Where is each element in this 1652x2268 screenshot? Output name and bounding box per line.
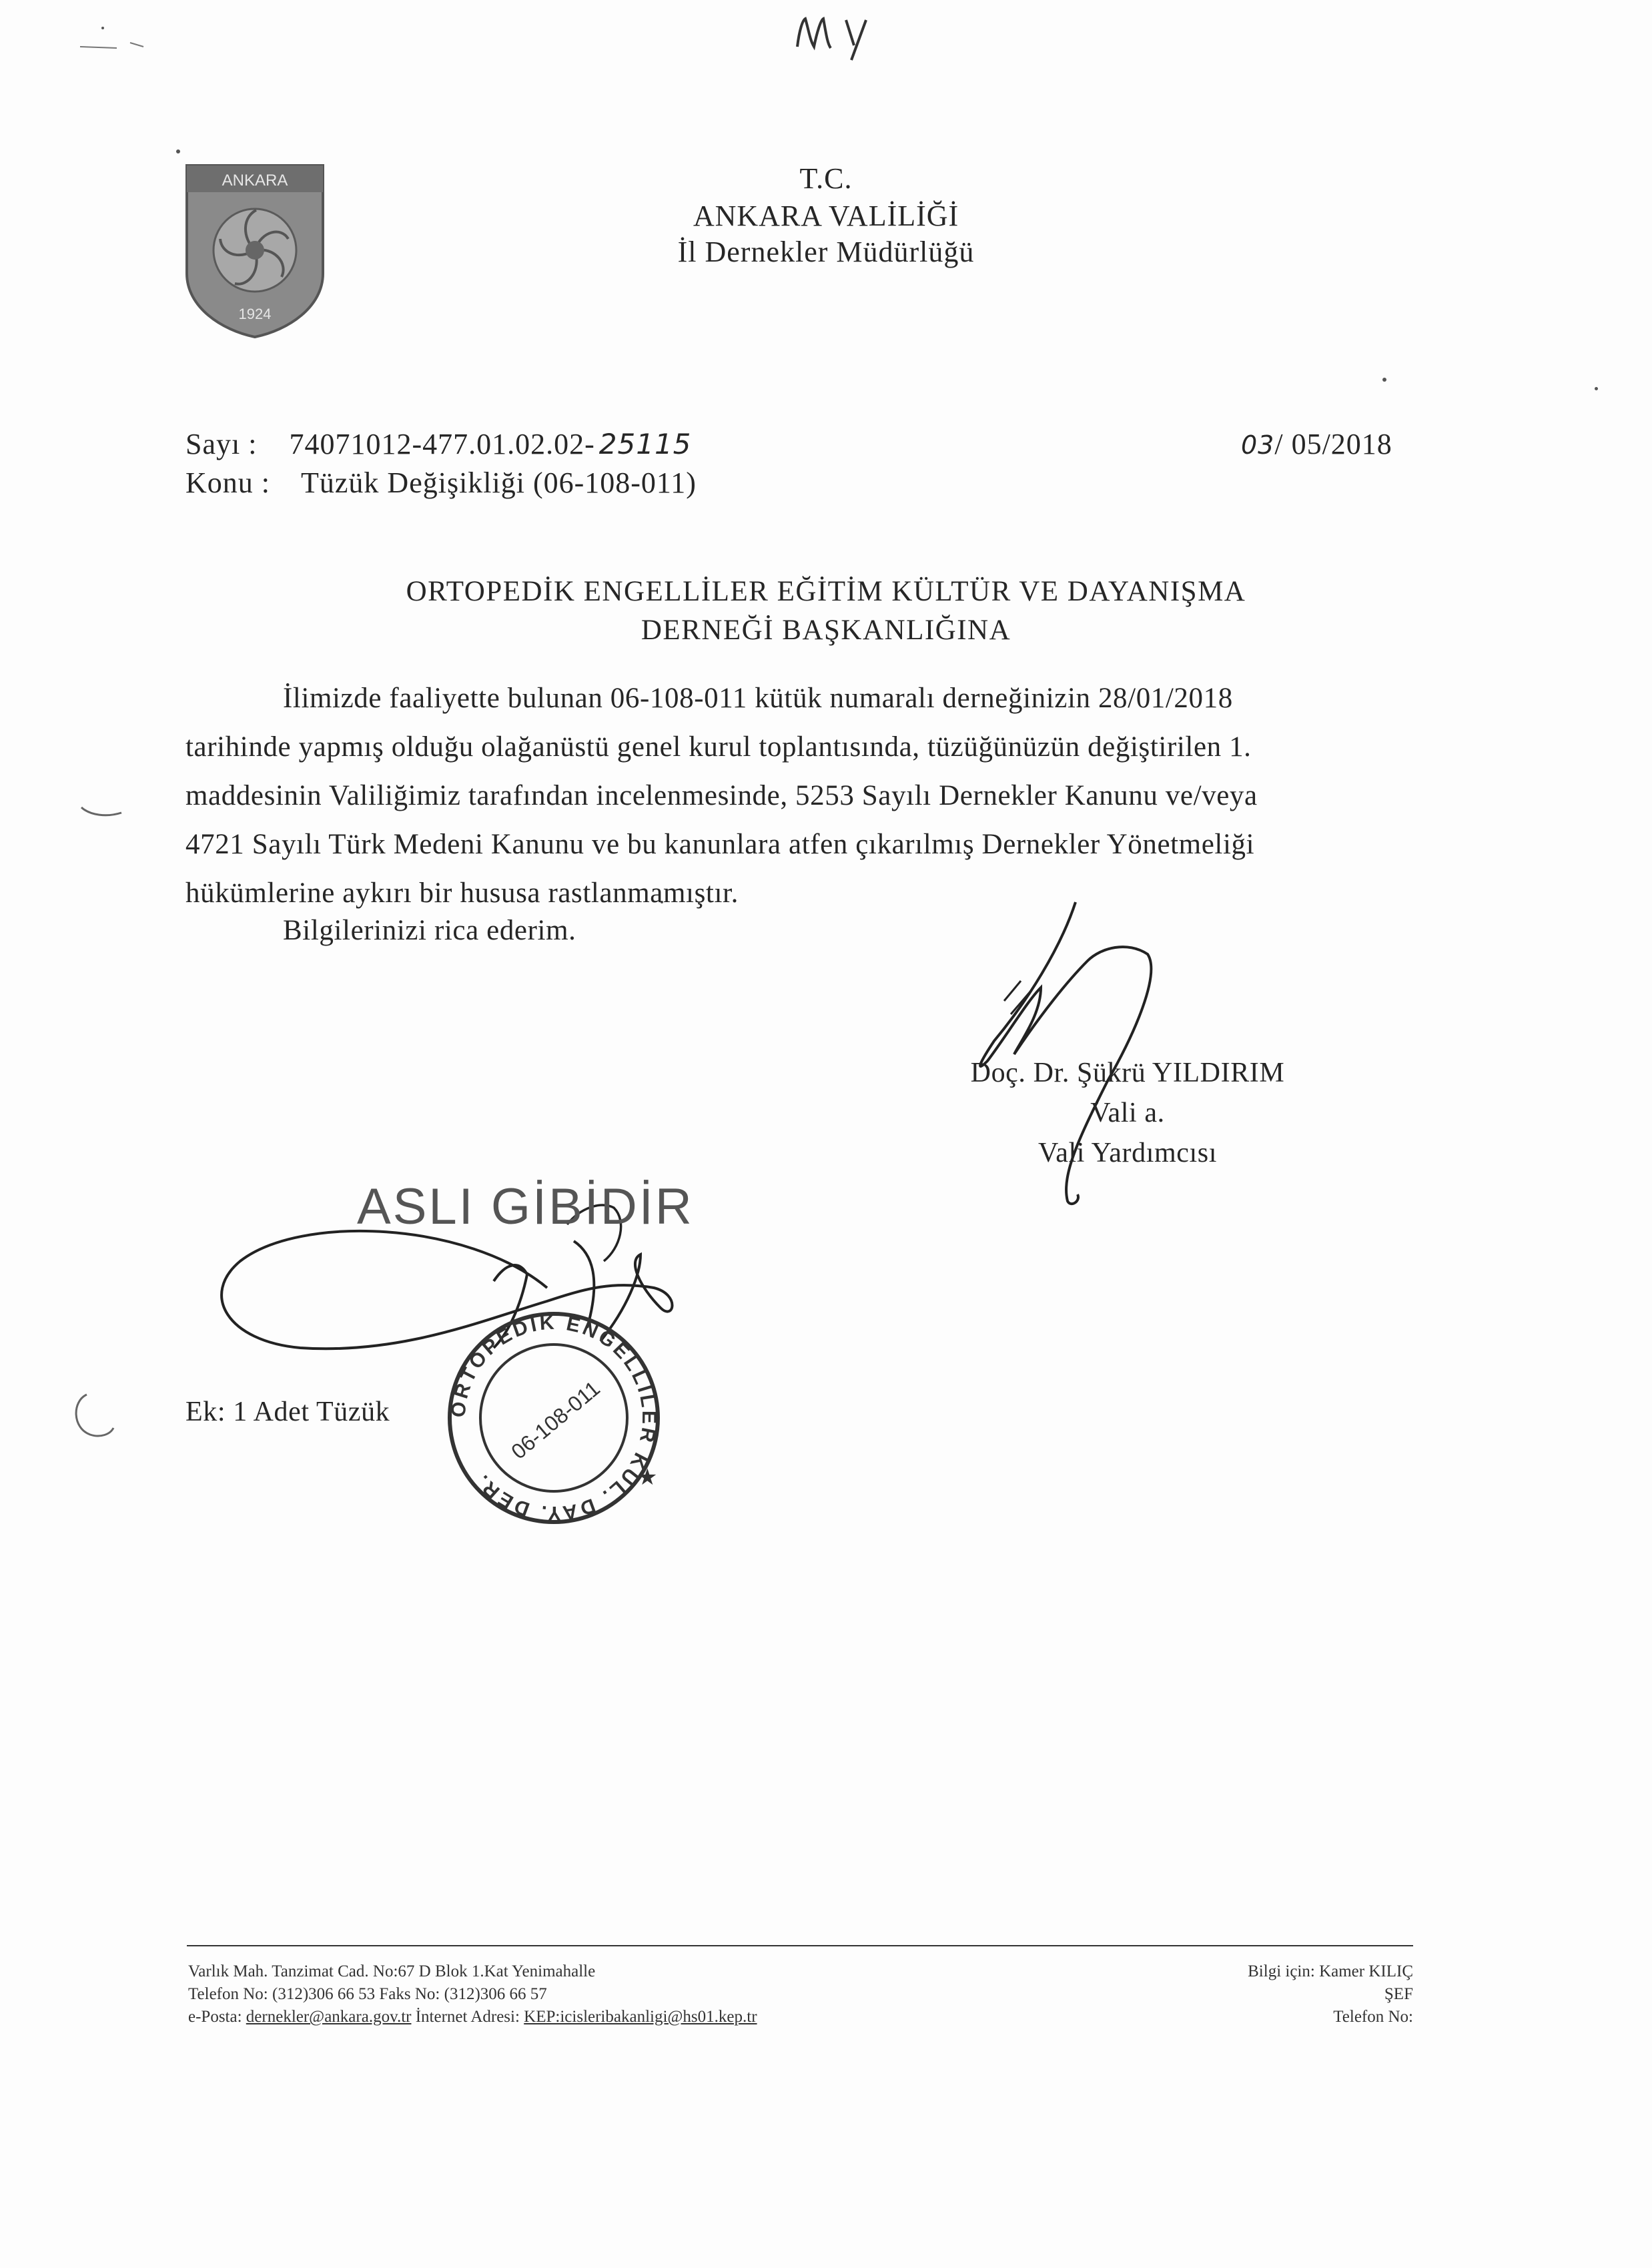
association-seal <box>447 1312 660 1525</box>
body-line: İlimizde faaliyette bulunan 06-108-011 kütük numaralı derneğinizin 28/01/2018 <box>283 683 1233 714</box>
body-line: hükümlerine aykırı bir hususa rastlanmamıştır. <box>185 877 739 909</box>
signatory-role-2: Vali Yardımcısı <box>1038 1138 1217 1168</box>
body-line: tarihinde yapmış olduğu olağanüstü genel kurul toplantısında, tüzüğünüzün değiştirilen 1. <box>185 731 1252 763</box>
sayi-label: Sayı <box>185 428 241 460</box>
signature-block <box>921 1053 1334 1173</box>
letter-body <box>185 674 1413 917</box>
body-line: 4721 Sayılı Türk Medeni Kanunu ve bu kanunlara atfen çıkarılmış Dernekler Yönetmeliği <box>185 829 1255 860</box>
addressee-line-2: DERNEĞİ BAŞKANLIĞINA <box>641 615 1011 646</box>
emblem-text: ANKARA <box>222 171 288 190</box>
emblem-year: 1924 <box>238 306 272 322</box>
header-ankara-valiligi: ANKARA VALİLİĞİ <box>693 200 959 232</box>
footer-address: Varlık Mah. Tanzimat Cad. No:67 D Blok 1.Kat Yenimahalle <box>188 1962 596 1980</box>
sayi-row: Sayı : 74071012-477.01.02.02- 25115 <box>185 428 692 460</box>
header-tc: T.C. <box>799 162 853 195</box>
signatory-name: Doç. Dr. Şükrü YILDIRIM <box>970 1058 1285 1088</box>
signatory-role-1: Vali a. <box>1090 1098 1165 1128</box>
seal-star-icon: ★ <box>637 1465 658 1490</box>
footer-contact <box>188 1960 757 2028</box>
footer-internet-label: İnternet Adresi: <box>411 2008 524 2026</box>
footer-kep-link[interactable]: KEP:icisleribakanligi@hs01.kep.tr <box>524 2008 757 2026</box>
date-printed: / 05/2018 <box>1274 428 1392 460</box>
punch-mark <box>76 1395 113 1436</box>
footer-phone: Telefon No: (312)306 66 53 Faks No: (312)306 66 57 <box>188 1985 547 2003</box>
konu-row: Konu : Tüzük Değişikliği (06-108-011) <box>185 466 697 499</box>
seal-center-text: 06-108-011 <box>506 1376 604 1464</box>
closing-text: Bilgilerinizi rica ederim. <box>283 915 576 946</box>
footer-info-title: ŞEF <box>1384 1985 1413 2003</box>
body-line: maddesinin Valiliğimiz tarafından incelenmesinde, 5253 Sayılı Dernekler Kanunu ve/veya <box>185 780 1258 811</box>
footer-info-phone: Telefon No: <box>1333 2008 1413 2026</box>
header-department: İl Dernekler Müdürlüğü <box>677 236 975 268</box>
date-day-handwritten: 03 <box>1241 430 1275 460</box>
date <box>1241 427 1392 461</box>
footer-email-link[interactable]: dernekler@ankara.gov.tr <box>246 2008 412 2026</box>
asli-gibidir-stamp: ASLI GİBİDİR <box>357 1178 694 1235</box>
punch-mark <box>81 807 121 815</box>
sayi-handwritten: 25115 <box>598 428 692 460</box>
footer-email-row <box>188 2006 757 2028</box>
addressee-line-1: ORTOPEDİK ENGELLİLER EĞİTİM KÜLTÜR VE DAYANIŞMA <box>406 576 1246 607</box>
footer-divider <box>187 1945 1413 1946</box>
sayi-value: 74071012-477.01.02.02- <box>289 428 595 460</box>
footer-info-contact: Bilgi için: Kamer KILIÇ <box>1248 1962 1413 1980</box>
seal-ring-text: ORTOPEDİK ENGELLİLER KÜL. DAY. DER. <box>447 1311 661 1525</box>
attachment-note: Ek: 1 Adet Tüzük <box>185 1397 390 1427</box>
konu-label: Konu <box>185 466 254 499</box>
konu-value: Tüzük Değişikliği (06-108-011) <box>301 466 697 499</box>
footer-info <box>1248 1960 1413 2028</box>
footer-email-label: e-Posta: <box>188 2008 246 2026</box>
